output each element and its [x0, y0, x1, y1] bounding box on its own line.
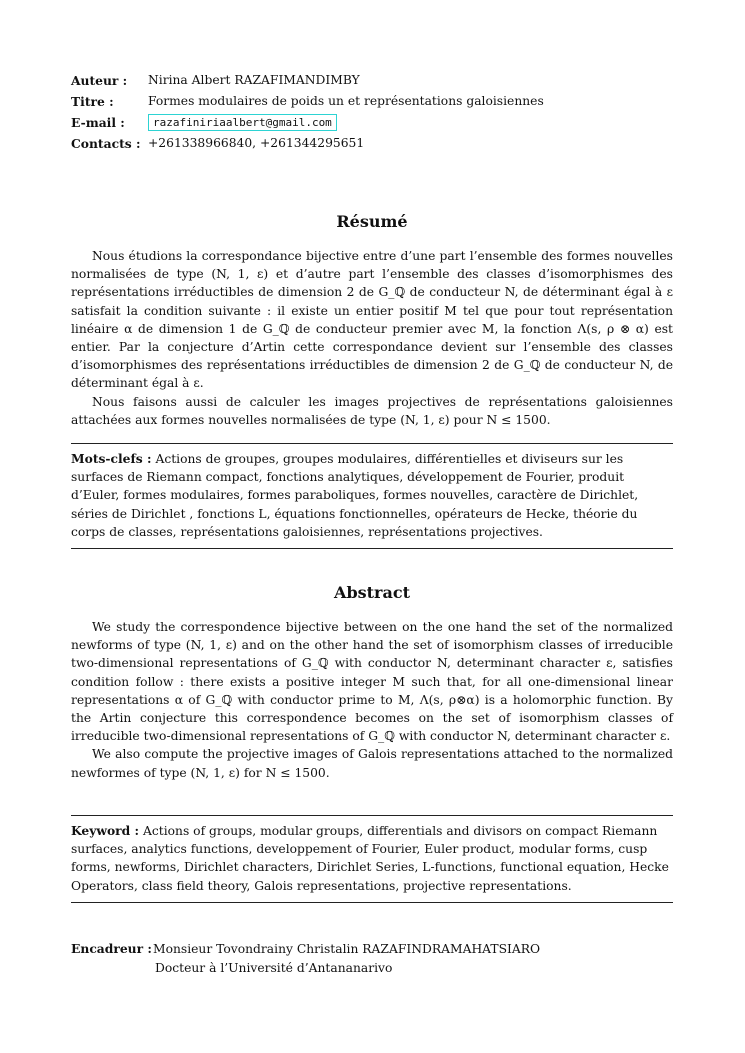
author-row: [71, 70, 673, 91]
contacts-value: +261338966840, +261344295651: [148, 136, 365, 150]
keyword-text: Actions of groups, modular groups, differentials and divisors on compact Riemann surfaces, analytics functions, developpement of Fourier, Euler product, modular forms, cusp forms, newforms, Dirichlet characters, Dirichlet Series, L-functions, functional equation, Hecke Operators, class field theory, Galois representations, projective representations.: [71, 824, 669, 893]
encadreur-label: Encadreur :: [71, 941, 152, 956]
encadreur: [71, 940, 673, 977]
contacts-label: Contacts :: [71, 136, 141, 151]
encadreur-row: [71, 940, 673, 959]
abstract-heading: Abstract: [334, 583, 410, 602]
author-value: Nirina Albert RAZAFIMANDIMBY: [148, 73, 360, 87]
title-value: Formes modulaires de poids un et représentations galoisiennes: [148, 94, 544, 108]
email-link[interactable]: razafiniriaalbert@gmail.com: [148, 114, 337, 131]
resume-heading: Résumé: [336, 212, 408, 231]
motscles-label: Mots-clefs :: [71, 451, 152, 466]
title-label: Titre :: [71, 94, 114, 109]
title-row: [71, 91, 673, 112]
author-info: [71, 70, 673, 154]
abstract-paragraph-1: We study the correspondence bijective between on the one hand the set of the normalized newforms of type (N, 1, ε) and on the other hand the set of isomorphism classes of irreducible two-dimensional representations of G_ℚ with conductor N, determinant character ε, satisfies condition follow : there exists a positive integer M such that, for all one-dimensional linear representations α of G_ℚ with conductor prime to M, Λ(s, ρ⊗α) is a holomorphic function. By the Artin conjecture this correspondence becomes on the set of isomorphism classes of irreducible two-dimensional representations of G_ℚ with conductor N, determinant character ε.: [71, 620, 673, 744]
keyword-box: [71, 815, 673, 903]
resume-paragraph-2: Nous faisons aussi de calculer les images projectives de représentations galoisiennes attachées aux formes nouvelles normalisées de type (N, 1, ε) pour N ≤ 1500.: [71, 394, 673, 427]
resume-body: [71, 247, 673, 429]
motscles-text: Actions de groupes, groupes modulaires, différentielles et diviseurs sur les surfaces de Riemann compact, fonctions analytiques, développement de Fourier, produit d’Euler, formes modulaires, formes paraboliques, formes nouvelles, caractère de Dirichlet, séries de Dirichlet , fonctions L, équations fonctionnelles, opérateurs de Hecke, théorie du corps de classes, représentations galoisiennes, représentations projectives.: [71, 452, 639, 539]
email-label: E-mail :: [71, 115, 125, 130]
encadreur-name: Monsieur Tovondrainy Christalin RAZAFINDRAMAHATSIARO: [153, 942, 541, 956]
abstract-body: [71, 618, 673, 782]
author-label: Auteur :: [71, 73, 128, 88]
resume-paragraph-1: Nous étudions la correspondance bijective entre d’une part l’ensemble des formes nouvelles normalisées de type (N, 1, ε) et d’autre part l’ensemble des classes d’isomorphismes des représentations irréductibles de dimension 2 de G_ℚ de conducteur N, de déterminant égal à ε satisfait la condition suivante : il existe un entier positif M tel que pour tout représentation linéaire α de dimension 1 de G_ℚ de conducteur premier avec M, la fonction Λ(s, ρ ⊗ α) est entier. Par la conjecture d’Artin cette correspondance devient sur l’ensemble des classes d’isomorphismes des représentations irréductibles de dimension 2 de G_ℚ de conducteur N, de déterminant égal à ε.: [71, 249, 673, 391]
contacts-row: [71, 133, 673, 154]
keyword-label: Keyword :: [71, 823, 140, 838]
encadreur-affiliation: Docteur à l’Université d’Antananarivo: [155, 960, 393, 975]
abstract-paragraph-2: We also compute the projective images of Galois representations attached to the normalized newformes of type (N, 1, ε) for N ≤ 1500.: [71, 747, 673, 780]
motscles-box: [71, 443, 673, 549]
email-row: [71, 112, 673, 133]
